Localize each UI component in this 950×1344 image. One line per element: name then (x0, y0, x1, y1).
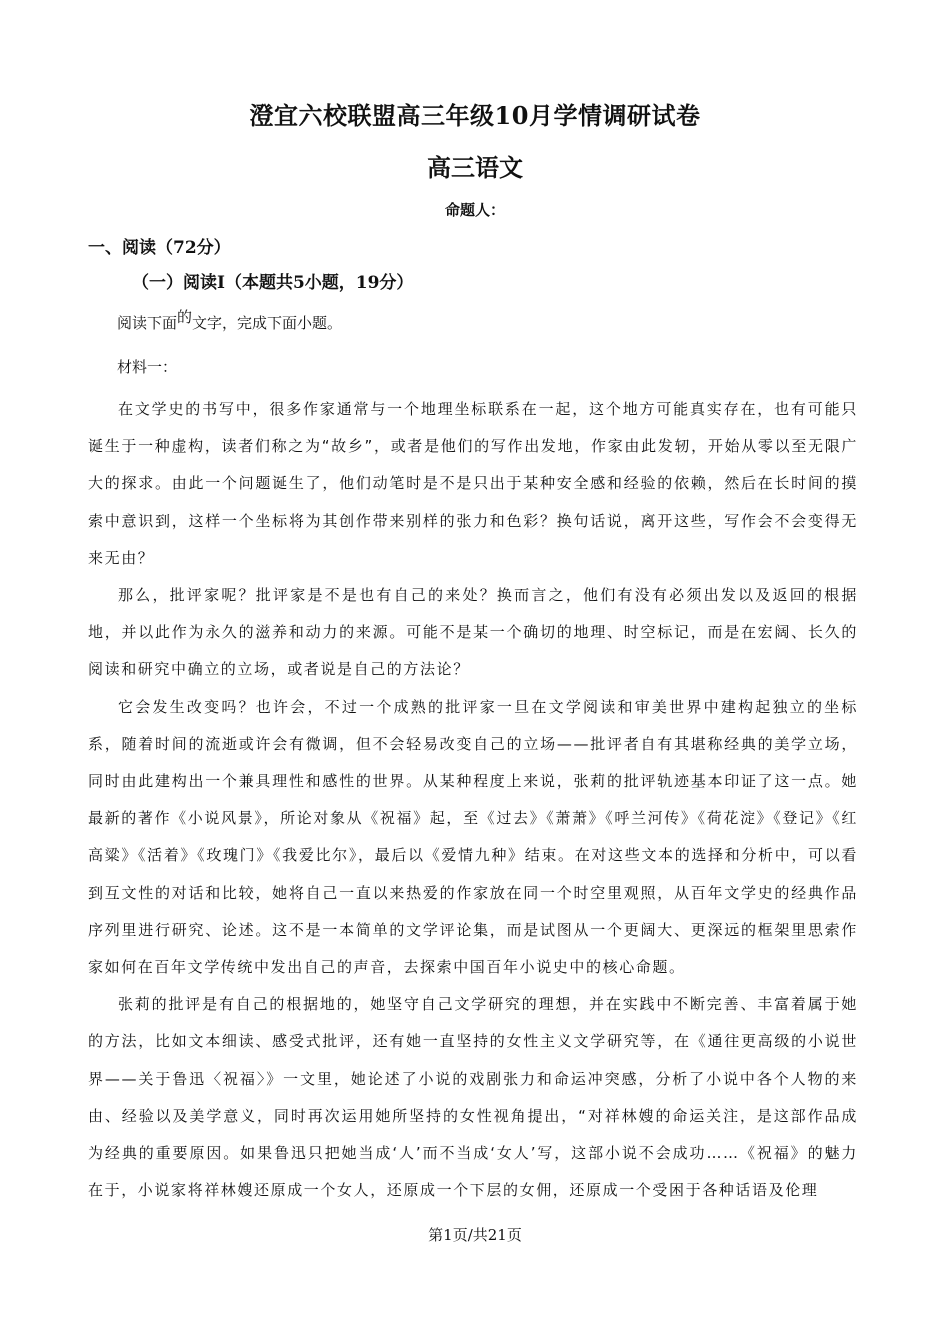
passage-paragraph: 张莉的批评是有自己的根据地的，她坚守自己文学研究的理想，并在实践中不断完善、丰富着属于她的方法，比如文本细读、感受式批评，还有她一直坚持的女性主义文学研究等，在《通往更高级的小说世界——关于鲁迅〈祝福〉》一文里，她论述了小说的戏剧张力和命运冲突感，分析了小说中各个人物的来由、经验以及美学意义，同时再次运用她所坚持的女性视角提出，“对祥林嫂的命运关注，是这部作品成为经典的重要原因。如果鲁迅只把她当成‘人’而不当成‘女人’写，这部小说不会成功……《祝福》的魅力在于，小说家将祥林嫂还原成一个女人，还原成一个下层的女佣，还原成一个受困于各种话语及伦理 (88, 995, 858, 1200)
exam-title: 澄宜六校联盟高三年级10月学情调研试卷 (249, 101, 701, 130)
reading-passage (88, 391, 858, 1209)
author-label: 命题人： (444, 201, 505, 219)
material-label: 材料一： (117, 358, 178, 376)
instruction-text (117, 308, 343, 333)
passage-paragraph: 它会发生改变吗？也许会，不过一个成熟的批评家一旦在文学阅读和审美世界中建构起独立的坐标系，随着时间的流逝或许会有微调，但不会轻易改变自己的立场——批评者自有其堪称经典的美学立场，同时由此建构出一个兼具理性和感性的世界。从某种程度上来说，张莉的批评轨迹基本印证了这一点。她最新的著作《小说风景》，所论对象从《祝福》起，至《过去》《萧萧》《呼兰河传》《荷花淀》《登记》《红高粱》《活着》《玫瑰门》《我爱比尔》，最后以《爱情九种》结束。在对这些文本的选择和分析中，可以看到互文性的对话和比较，她将自己一直以来热爱的作家放在同一个时空里观照，从百年文学史的经典作品序列里进行研究、论述。这不是一本简单的文学评论集，而是试图从一个更阔大、更深远的框架里思索作家如何在百年文学传统中发出自己的声音，去探索中国百年小说史中的核心命题。 (88, 697, 858, 977)
instruction-suffix: 文字，完成下面小题。 (192, 314, 343, 332)
passage-paragraph: 在文学史的书写中，很多作家通常与一个地理坐标联系在一起，这个地方可能真实存在，也有可能只诞生于一种虚构，读者们称之为“故乡”，或者是他们的写作出发地，作家由此发轫，开始从零以至无限广大的探求。由此一个问题诞生了，他们动笔时是不是只出于某种安全感和经验的依赖，然后在长时间的摸索中意识到，这样一个坐标将为其创作带来别样的张力和色彩？换句话说，离开这些，写作会不会变得无来无由？ (88, 400, 858, 567)
instruction-prefix: 阅读下面 (117, 314, 178, 332)
sub-section-heading: （一）阅读Ⅰ（本题共5小题，19分） (132, 273, 414, 293)
instruction-raised-char: 的 (177, 308, 193, 326)
exam-subject: 高三语文 (427, 153, 523, 182)
passage-paragraph: 那么，批评家呢？批评家是不是也有自己的来处？换而言之，他们有没有必须出发以及返回的根据地，并以此作为永久的滋养和动力的来源。可能不是某一个确切的地理、时空标记，而是在宏阔、长久的阅读和研究中确立的立场，或者说是自己的方法论？ (88, 586, 858, 679)
page-number: 第1页/共21页 (428, 1226, 522, 1244)
section-heading: 一、阅读（72分） (88, 238, 231, 258)
